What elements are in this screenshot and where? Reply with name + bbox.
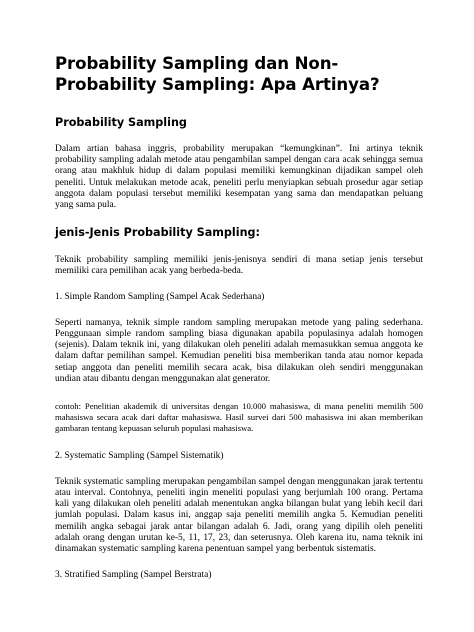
item-simple-random-title: 1. Simple Random Sampling (Sampel Acak Sederhana) xyxy=(55,291,265,302)
heading-probability-sampling: Probability Sampling xyxy=(55,116,187,129)
intro-paragraph: Dalam artian bahasa inggris, probability merupakan “kemungkinan”. Ini artinya teknik probability sampling adalah metode atau pengambilan sampel dengan cara acak sehingga semua orang atau makhluk hidup di dalam populasi memiliki kemungkinan dijadikan sampel oleh peneliti. Untuk melakukan metode acak, peneliti perlu menyiapkan sebuah prosedur agar setiap anggota dalam populasi tersebut memiliki kesempatan yang sama dan mendapatkan peluang yang sama pula. xyxy=(55,144,423,211)
document-page xyxy=(55,53,423,581)
item-stratified-title: 3. Stratified Sampling (Sampel Berstrata) xyxy=(55,570,212,581)
document-title: Probability Sampling dan Non-Probability Sampling: Apa Artinya? xyxy=(55,54,380,94)
item-simple-random-example: contoh: Penelitian akademik di universitas dengan 10.000 mahasiswa, di mana peneliti memilih 500 mahasiswa secara acak dari daftar mahasiswa. Hasil survei dari 500 mahasiswa ini akan memberikan gambaran tentang kepuasan seluruh populasi mahasiswa. xyxy=(55,401,423,434)
item-simple-random-body: Seperti namanya, teknik simple random sampling merupakan metode yang paling sederhana. Penggunaan simple random sampling biasa digunakan apabila populasinya adalah homogen (sejenis). Dalam teknik ini, yang dilakukan oleh peneliti adalah memasukkan semua anggota ke dalam daftar pemilihan sampel. Kemudian peneliti bisa memberikan tanda atau nomor kepada setiap anggota dan peneliti memilih secara acak, bisa dilakukan oleh sendiri menggunakan undian atau dibantu dengan menggunakan alat generator. xyxy=(55,317,423,384)
heading-jenis-probability-sampling: jenis-Jenis Probability Sampling: xyxy=(55,226,261,240)
item-systematic-body: Teknik systematic sampling merupakan pengambilan sampel dengan menggunakan jarak tertentu atau interval. Contohnya, peneliti ingin meneliti populasi yang berjumlah 100 orang. Pertama kali yang dilakukan oleh peneliti adalah menentukan angka bilangan bulat yang lebih kecil dari jumlah populasi. Dalam kasus ini, anggap saja peneliti memilih angka 5. Kemudian peneliti memilih angka sebagai jarak antar bilangan adalah 6. Jadi, orang yang dipilih oleh peneliti adalah orang dengan urutan ke-5, 11, 17, 23, dan seterusnya. Oleh karena itu, nama teknik ini dinamakan systematic sampling karena penentuan sampel yang berbentuk sistematis. xyxy=(55,476,423,555)
jenis-intro-paragraph: Teknik probability sampling memiliki jenis-jenisnya sendiri di mana setiap jenis tersebut memiliki cara pemilihan acak yang berbeda-beda. xyxy=(55,255,423,277)
item-systematic-title: 2. Systematic Sampling (Sampel Sistematik) xyxy=(55,450,224,461)
